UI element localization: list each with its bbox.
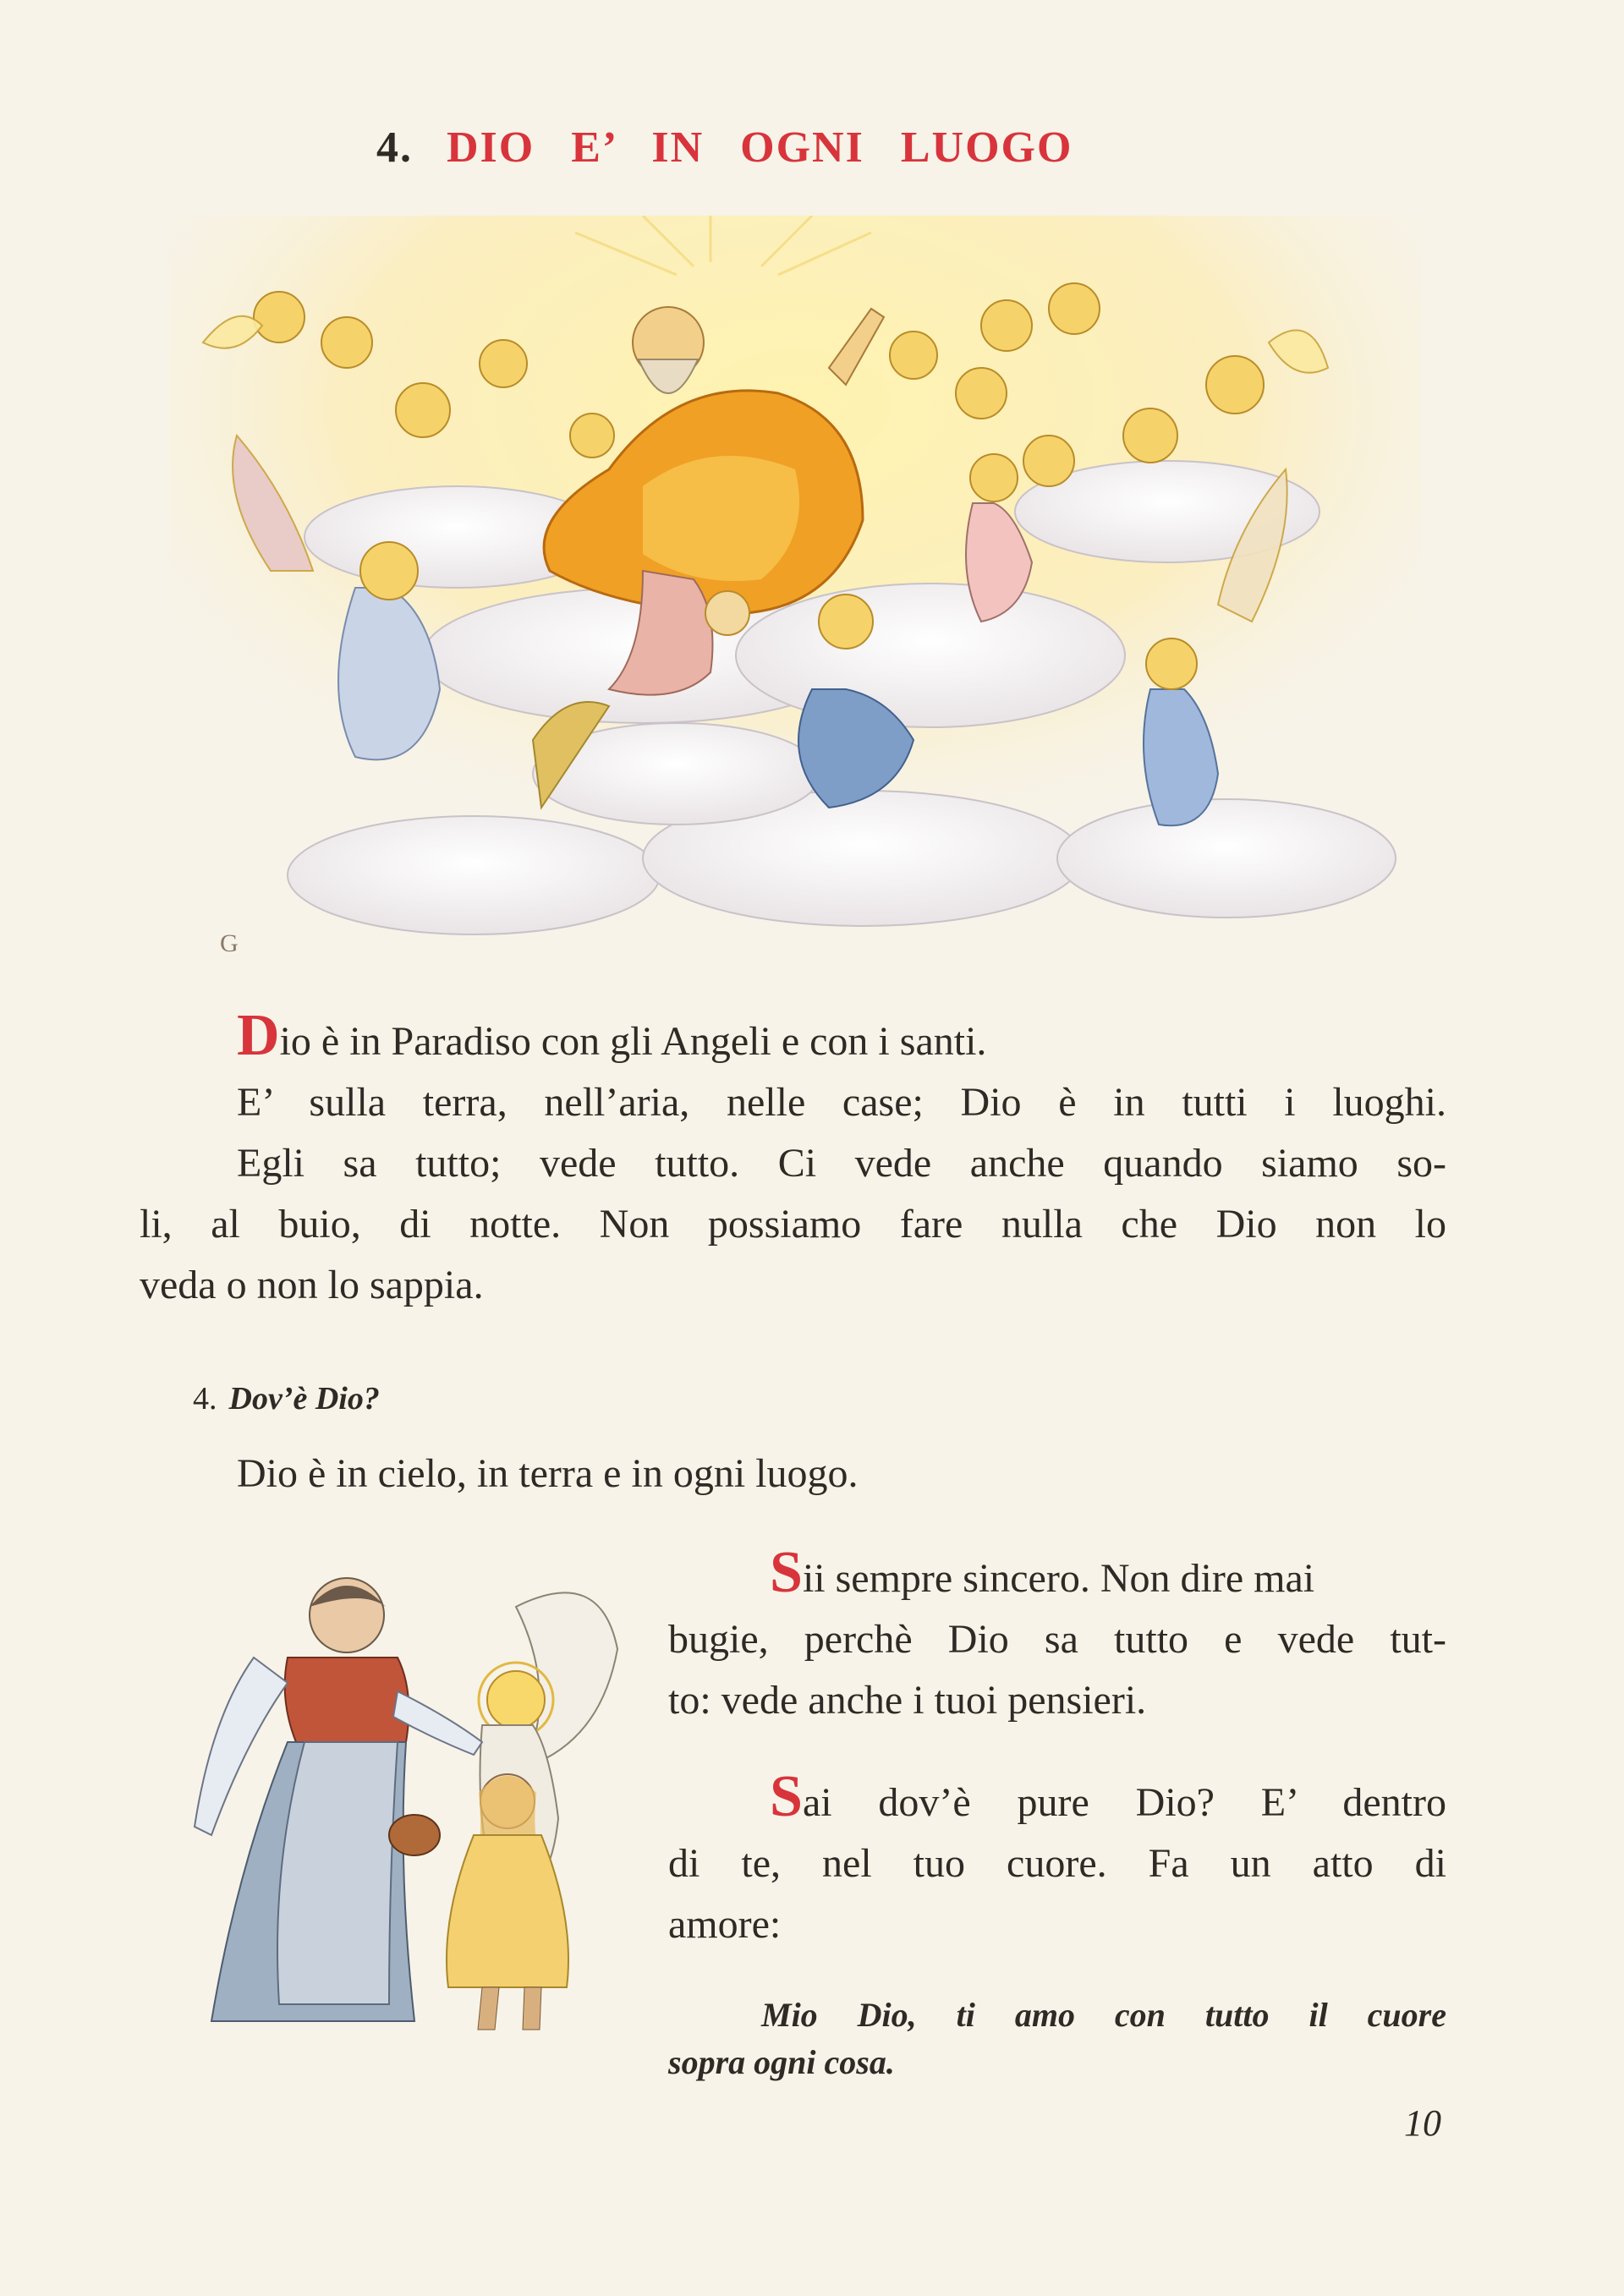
god-with-angels-illustration (169, 216, 1421, 977)
paragraph-line: amore: (668, 1902, 782, 1947)
illustration-signature: G (220, 929, 239, 957)
paragraph-1 (140, 1003, 1446, 1316)
catechism-question (193, 1380, 380, 1417)
paragraph-line: to: vede anche i tuoi pensieri. (668, 1678, 1147, 1723)
paragraph-line: bugie, perchè Dio sa tutto e vede tut- (668, 1617, 1446, 1662)
paragraph-line: E’ sulla terra, nell’aria, nelle case; Dio è in tutti i luoghi. (237, 1080, 1446, 1125)
chapter-number: 4. (376, 123, 413, 172)
paragraph-line: ii sempre sincero. Non dire mai (802, 1556, 1315, 1601)
paragraph-2 (668, 1540, 1446, 1731)
dropcap: S (770, 1540, 803, 1605)
dropcap: D (237, 1003, 280, 1068)
paragraph-3 (668, 1764, 1446, 1955)
question-text: Dov’è Dio? (228, 1381, 380, 1417)
paragraph-line: veda o non lo sappia. (140, 1263, 484, 1307)
page-number: 10 (1404, 2102, 1441, 2144)
act-of-love-prayer (668, 1992, 1446, 2086)
dropcap: S (770, 1764, 803, 1829)
paragraph-line: io è in Paradiso con gli Angeli e con i santi. (279, 1019, 987, 1064)
prayer-line: Mio Dio, ti amo con tutto il cuore (761, 1996, 1446, 2034)
paragraph-line: li, al buio, di notte. Non possiamo fare nulla che Dio non lo (140, 1202, 1446, 1247)
paragraph-line: di te, nel tuo cuore. Fa un atto di (668, 1841, 1446, 1886)
prayer-line: sopra ogni cosa. (668, 2043, 895, 2081)
question-number: 4. (193, 1381, 217, 1417)
chapter-title: DIO E’ IN OGNI LUOGO (447, 123, 1073, 172)
paragraph-line: Egli sa tutto; vede tutto. Ci vede anche quando siamo so- (237, 1141, 1446, 1186)
catechism-answer: Dio è in cielo, in terra e in ogni luogo. (237, 1451, 859, 1496)
paragraph-line: ai dov’è pure Dio? E’ dentro (802, 1780, 1446, 1825)
chapter-heading (376, 123, 1073, 173)
mother-child-angel-illustration (161, 1548, 643, 2038)
